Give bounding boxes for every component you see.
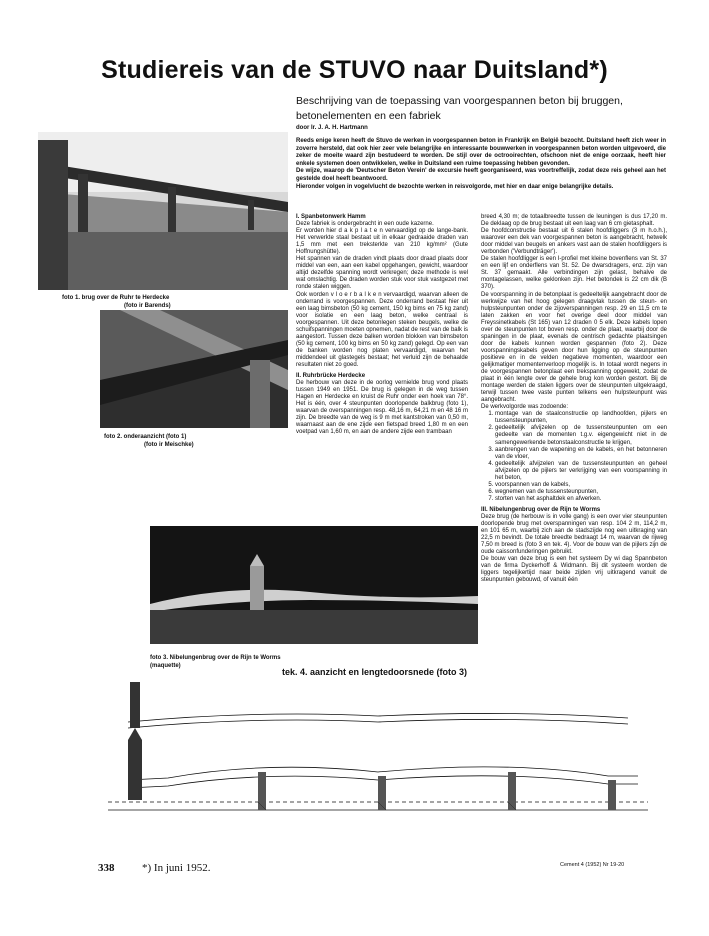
underside-photo-image — [100, 310, 288, 428]
paragraph: Ook worden v l o e r b a l k e n vervaardigd, waarvan alleen de onderrand is voorgespannen. Deze onderrand bestaat hier uit een laag bimsbeton (50 kg cement, 150 kg bims en 75 kg zand) voor isolatie en een laag beton, welke centraal is voorgespannen. Uit deze betonlegen steken beugels, welke de schuifspanningen moeten opnemen, nadat de rest van de balk is aangestort. Tussen deze balken worden blokken van bimsbeton (50 kg cement, 100 kg bims en 50 kg zand) gelegd. Op een van de banken worden nog platen vervaardigd, waarvan het middendeel uit glastegels bestaat; het verluid zijn de behaalde resultaten niet zo goed. — [296, 291, 468, 368]
list-item: 5. voorspannen van de kabels, — [495, 482, 667, 489]
bridge-photo-image — [38, 132, 288, 290]
caption-credit: (foto ir Meischke) — [144, 442, 194, 448]
page-number: 338 — [98, 862, 115, 874]
paragraph: De hoofdconstructie bestaat uit 6 stalen hoofdliggers (3 m h.o.h.), waarover een dek van voorgespannen beton is aangebracht, hetwelk door middel van beugels en ankers vast aan de stalen hoofdliggers is verbonden ('Verbundträger'). — [481, 228, 667, 256]
section-heading: III. Nibelungenbrug over de Rijn te Worms — [481, 506, 601, 513]
photo-1-bridge — [38, 132, 288, 290]
intro-text — [296, 138, 666, 191]
text-column-2 — [481, 214, 667, 584]
section-heading: II. Ruhrbrücke Herdecke — [296, 373, 366, 380]
paragraph: De voorspanning in de betonplaat is gedeeltelijk aangebracht door de werkwijze van het hoog gelegen draagvlak tussen de steun- en hulpsteunpunten onder de zijoverspanningen resp. 29 en 11,5 cm te laten zakken en voor het overige deel door middel van Freyssinetkabels (St 165) van 12 draden 0 5 elk. Deze kabels lopen over de steunpunten tot boven resp. onder de plaat, waarbij door de spaningen in de plaat, evenals de centrisch gedachte plaatsingen door de kabels kunnen worden gespannen (foto 2). Deze voorspanningskabels geven door hun ligging op de steunpunten positieve en in de velden negatieve momenten, waardoor een gelijkmatiger momentenverloop mogelijk is. In totaal wordt negens in de voorgespannen betonplaat een trekspanning opgewekt, zodat de plaat in één lengte over de gehele brug kon worden gestort. Bij de montage werden de stalen liggers over de steunpunten uitgekraagd, terwijl tussen twee vaste punten telkens een hulpsteunpunt was aangebracht. — [481, 291, 667, 404]
caption-credit: (maquette) — [150, 663, 181, 669]
model-photo-image — [150, 526, 478, 644]
list-item: 4. gedeeltelijk afvijzelen van de tussensteunpunten en geheel afvijzelen op de pijlers ter verkrijging van een voorspanning in het beton, — [495, 461, 667, 482]
caption-photo-1 — [62, 294, 171, 310]
paragraph: Deze brug (de herbouw is in volle gang) is een over vier steunpunten doorlopende brug met overspanningen van resp. 104 2 m, 114,2 m, en 101 65 m, waarbij zich aan de stadszijde nog een uitkraging van 22,5 m bevindt. De totale breedte bedraagt 14 m, waarvan de rijweg 7,50 m breed is (foto 3 en tek. 4). Voor de bouw van de pijlers zijn de oude caissonfunderingen gebruikt. — [481, 513, 667, 556]
text-column-1 — [296, 214, 468, 436]
journal-reference: Cement 4 (1952) Nr 19-20 — [560, 862, 625, 868]
intro-paragraph: Hieronder volgen in vogelvlucht de bezochte werken in reisvolgorde, met hier en daar enige belangrijke details. — [296, 183, 614, 190]
list-item: 3. aanbrengen van de wapening en de kabels, en het betonneren van de vloer, — [495, 447, 667, 461]
caption-photo-2 — [104, 433, 194, 449]
paragraph: Er worden hier d a k p l a t e n vervaardigd op de lange-bank. Het verwerkte staal bestaat uit in elkaar gedraaide draden van 1,5 mm met een treksterkte van 210 kg/mm² (Gute Hoffnungshütte). — [296, 228, 468, 256]
list-item: 7. storten van het asphaltdek en afwerken. — [495, 496, 667, 503]
paragraph: Het spannen van de draden vindt plaats door draad plaats door middel van een, aan een kabel opgehangen, gewicht, waardoor altijd dezelfde spanning wordt verkregen; deze methode is wel wat omslachtig. De draden worden stuk voor stuk vastgezet met ronde stalen wiggen. — [296, 256, 468, 291]
intro-paragraph: Reeds enige keren heeft de Stuvo de werken in voorgespannen beton in Frankrijk en België bezocht. Duitsland heeft zich weer in zoverre hersteld, dat ook hier zeer vele belangrijke en interessante bouwwerken in voorgespannen beton worden uitgevoerd, die zeker de moeite waard zijn bestudeerd te worden. De stijl over de octrooirechten, ofschoon niet de enige oorzaak, heeft hier enkele systemen doen ontwikkelen, welke in Duitsland een ruime toepassing hebben gevonden. — [296, 138, 666, 167]
paragraph: De bouw van deze brug is een het systeem Dy wi dag Spannbeton van de firma Dyckerhoff & Widmann. Bij dit systeem worden de liggers tegelijkertijd naar beide zijden vrij uitkragend vanuit de steunpunten gebouwd, of vanuit één — [481, 556, 667, 584]
paragraph: Deze fabriek is ondergebracht in een oude kazerne. — [296, 221, 434, 228]
author-line: door Ir. J. A. H. Hartmann — [296, 125, 368, 131]
footnote: *) In juni 1952. — [142, 862, 211, 874]
caption-line: foto 1. brug over de Ruhr te Herdecke — [62, 295, 170, 301]
caption-line: foto 3. Nibelungenbrug over de Rijn te Worms — [150, 655, 281, 661]
article-subtitle: Beschrijving van de toepassing van voorgespannen beton bij bruggen, betonelementen en een fabriek — [296, 95, 623, 122]
list-item: 1. montage van de staalconstructie op landhoofden, pijlers en tussensteunpunten, — [495, 411, 667, 425]
photo-2-underside — [100, 310, 288, 428]
paragraph: De stalen hoofdligger is een I-profiel met kleine bovenflens van St. 37 en een lijf en onderflens van St. 52. De dwarsdragers, enz. zijn van St. 37 gemaakt. Alle verbindingen zijn gelast, behalve de montagelassen, welke geklonken zijn. Het betondek is 22 cm dik (B 370). — [481, 256, 667, 291]
drawing-title: tek. 4. aanzicht en lengtedoorsnede (foto 3) — [282, 667, 468, 677]
technical-drawing — [108, 680, 648, 830]
page-title: Studiereis van de STUVO naar Duitsland*) — [101, 56, 608, 84]
caption-credit: (foto ir Barends) — [124, 303, 171, 309]
list-item: 2. gedeeltelijk afvijzelen op de tussensteunpunten om een gedeelte van de momenten t.g.v. eigengewicht niet in de samengewerkende betonstaalconstructie te krijgen, — [495, 425, 667, 446]
paragraph: breed 4,30 m; de totaalbreedte tussen de leuningen is dus 17,20 m. De deklaag op de brug bestaat uit een laag van 6 cm gietasphalt. — [481, 214, 667, 228]
caption-photo-3 — [150, 654, 281, 670]
paragraph: De werkvolgorde was zodoende: — [481, 404, 569, 411]
elevation-section-drawing — [108, 680, 648, 830]
list-item: 6. wegnemen van de tussensteunpunten, — [495, 489, 667, 496]
intro-paragraph: De wijze, waarop de 'Deutscher Beton Verein' de excursie heeft georganiseerd, was voortreffelijk, zodat deze reis geheel aan het gestelde doel heeft beantwoord. — [296, 168, 666, 182]
caption-line: foto 2. onderaanzicht (foto 1) — [104, 434, 187, 440]
section-heading: I. Spanbetonwerk Hamm — [296, 214, 366, 220]
photo-3-model — [150, 526, 478, 644]
paragraph: De herbouw van deze in de oorlog vernielde brug vond plaats tussen 1949 en 1951. De brug is gelegen in de weg tussen Hagen en Herdecke en kruist de Ruhr onder een hoek van 78°. Het is één, over 4 steunpunten doorlopende balkbrug (foto 1), waarvan de overspanningen resp. 48,16 m, 64,21 m en 48 16 m zijn. De breedte van de weg is 9 m met kantstroken van 0,50 m, waarnaast aan de ene zijde een fietspad breed 1,80 m en een voetpad van 1,60 m, en aan de andere zijde een trambaan — [296, 380, 468, 436]
work-sequence-list — [481, 411, 667, 503]
